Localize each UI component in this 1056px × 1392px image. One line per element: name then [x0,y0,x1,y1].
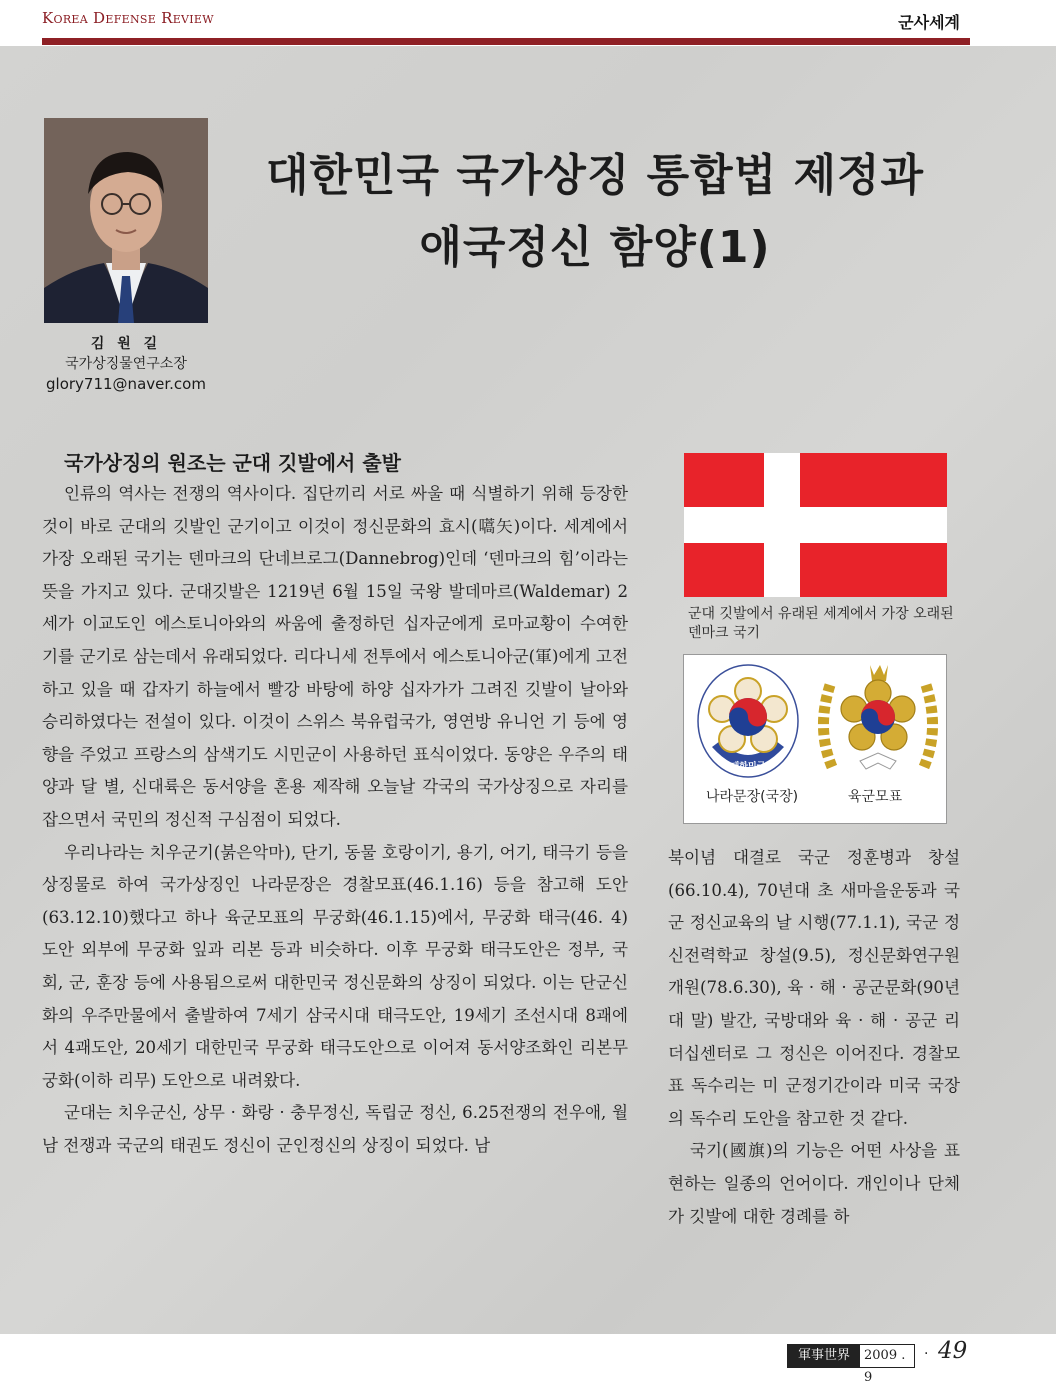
paragraph: 국기(國旗)의 기능은 어떤 사상을 표현하는 일종의 언어이다. 개인이나 단체가 깃발에 대한 경례를 하 [668,1141,960,1226]
author-affiliation: 국가상징물연구소장 [65,356,187,372]
paragraph: 인류의 역사는 전쟁의 역사이다. 집단끼리 서로 싸울 때 식별하기 위해 등장한 것이 바로 군대의 깃발인 군기이고 이것이 정신문화의 효시(嚆矢)이다. 세계에서 가장 오래된 국기는 덴마크의 단네브로그(Dannebrog)인데 ‘덴마크의 힘’이라는 뜻을 가지고 있다. 군대깃발은 1219년 6월 15일 국왕 발데마르(Waldemar) 2세가 이교도인 에스토니아와의 싸움에 출정하던 십자군에게 로마교황이 수여한 기를 군기로 삼는데서 유래되었다. 리다니세 전투에서 에스토니아군(軍)에게 고전하고 있을 때 갑자기 하늘에서 빨강 바탕에 하양 십자가가 그려진 깃발이 날아와 승리하였다는 전설이 있다. 이것이 스위스 북유럽국가, 영연방 유니언 기 등에 영향을 주었고 프랑스의 삼색기도 시민군이 사용하던 표식이었다. 동양은 우주의 태양과 달 별, 신대륙은 동서양을 혼용 제작해 오늘날 각국의 국가상징으로 자리를 잡으면서 국민의 정신적 구심점이 되었다. [42,484,628,829]
body-column-right [668,842,960,1233]
body-column-left [42,478,628,1162]
emblem2-label: 육군모표 [848,789,903,805]
footer-issue [787,1344,915,1385]
flag-caption: 군대 깃발에서 유래된 세계에서 가장 오래된 덴마크 국기 [688,606,954,641]
paragraph: 우리나라는 치우군기(붉은악마), 단기, 동물 호랑이기, 용기, 어기, 태극기 등을 상징물로 하여 국가상징인 나라문장은 경찰모표(46.1.16) 등을 참고해 도안(63.12.10)했다고 하나 육군모표의 무궁화(46.1.15)에서, 무궁화 태극(46. 4)도안 외부에 무궁화 잎과 리본 등과 비슷하다. 이후 무궁화 태극도안은 정부, 국회, 군, 훈장 등에 사용됨으로써 대한민국 정신문화의 상징이 되었다. 이는 단군신화의 우주만물에서 출발하여 7세기 삼국시대 태극도안, 19세기 조선시대 8괘에서 4괘도안, 20세기 대한민국 무궁화 태극도안으로 이어져 동서양조화인 리본무궁화(이하 리무) 도안으로 내려왔다. [42,842,628,1090]
paragraph: 북이념 대결로 국군 정훈병과 창설(66.10.4), 70년대 초 새마을운동과 국군 정신교육의 날 시행(77.1.1), 국군 정신전력학교 창설(9.5), 정신문화연구원 개원(78.6.30), 육 · 해 · 공군문화(90년대 말) 발간, 국방대와 육 · 해 · 공군 리더십센터로 그 정신은 이어진다. 경찰모표 독수리는 미 군정기간이라 미국 국장의 독수리 도안을 참고한 것 같다. [668,848,960,1128]
magazine-brand: Korea Defense Review [42,9,214,27]
author-info [44,334,208,394]
author-portrait-icon [44,118,208,323]
section-heading: 국가상징의 원조는 군대 깃발에서 출발 [64,451,401,475]
paragraph: 군대는 치우군신, 상무 · 화랑 · 충무정신, 독립군 정신, 6.25전쟁의 전우애, 월남 전쟁과 국군의 태권도 정신이 군인정신의 상징이 되었다. 남 [42,1103,628,1155]
national-emblem-icon [698,665,798,777]
denmark-flag-figure [684,453,947,597]
footer-date: 2009 . 9 [864,1348,906,1385]
page-header [0,0,1056,48]
footer-magazine: 軍事世界 [788,1345,860,1367]
flag-cross-horizontal [684,507,947,543]
article-title [230,140,960,284]
title-line-1: 대한민국 국가상징 통합법 제정과 [265,150,924,201]
army-cap-badge-icon [823,665,932,769]
emblems-figure [683,654,947,824]
section-name: 군사세계 [898,13,960,32]
emblem-ring-text: 대한민국 [730,762,766,772]
footer-separator: · [924,1346,929,1362]
page-number: 49 [938,1338,968,1364]
author-name: 김 원 길 [90,336,162,352]
author-photo [44,118,208,323]
emblem1-label: 나라문장(국장) [706,789,799,805]
author-email[interactable]: glory711@naver.com [46,375,206,393]
title-line-2: 애국정신 함양(1) [419,222,771,273]
emblems-svg [684,655,946,785]
header-rule [42,38,970,45]
